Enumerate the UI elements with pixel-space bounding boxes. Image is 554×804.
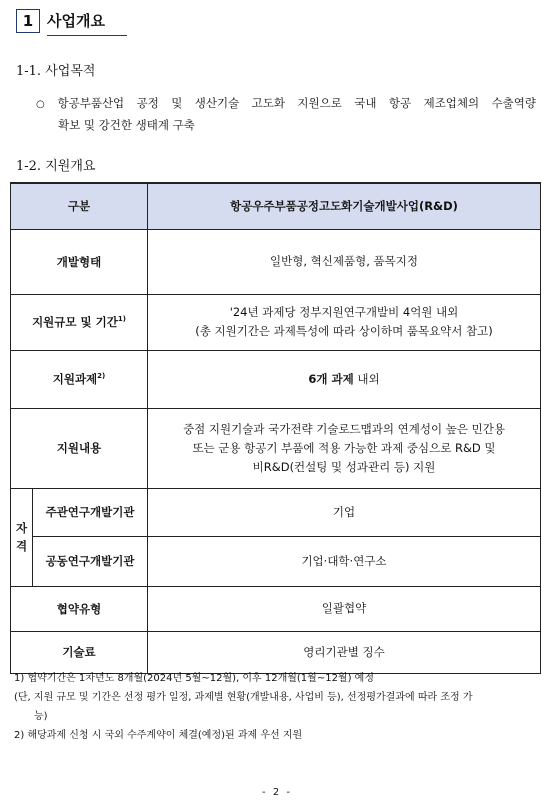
tasks-value-bold: 6개 과제 <box>308 371 354 386</box>
purpose-line-1-text: 항공부품산업 공정 및 생산기술 고도화 지원으로 국내 항공 제조업체의 수출역량 <box>57 96 536 110</box>
page-number: - 2 - <box>262 787 292 798</box>
agreement-label: 협약유형 <box>11 586 148 631</box>
agreement-value: 일괄협약 <box>148 586 541 631</box>
purpose-heading: 1-1. 사업목적 <box>16 64 96 79</box>
scale-footnote-ref: 1) <box>117 315 126 324</box>
scale-line-1: '24년 과제당 정부지원연구개발비 4억원 내외 <box>229 305 459 319</box>
qualification-cell <box>11 488 33 586</box>
overview-heading: 1-2. 지원개요 <box>16 159 96 174</box>
footnote-2: 2) 해당과제 신청 시 국외 수주계약이 체결(예정)된 과제 우선 지원 <box>14 730 303 741</box>
tasks-label: 지원과제 <box>52 372 98 386</box>
joint-org-value: 기업·대학·연구소 <box>148 536 541 586</box>
table-row-lead-org <box>11 488 541 536</box>
bullet-circle-icon: ○ <box>36 99 54 110</box>
section-number-box: 1 <box>16 9 40 33</box>
footnote-1: 1) 협약기간은 1차년도 8개월(2024년 5월~12월), 이후 12개월(1월~12월) 예정 <box>14 673 374 684</box>
tasks-footnote-ref: 2) <box>97 372 106 381</box>
table-row-fee <box>11 631 541 673</box>
purpose-paragraph <box>36 93 536 136</box>
content-label: 지원내용 <box>11 408 148 488</box>
joint-org-label: 공동연구개발기관 <box>33 536 148 586</box>
table-row-agreement <box>11 586 541 631</box>
fee-value: 영리기관별 징수 <box>148 631 541 673</box>
footnote-1-note-line-2: 능) <box>34 711 48 722</box>
section-header <box>16 8 127 34</box>
purpose-line-1 <box>36 93 536 115</box>
lead-org-value: 기업 <box>148 488 541 536</box>
support-overview-table <box>10 182 541 674</box>
footnotes <box>14 669 534 745</box>
content-line-2: 또는 군용 항공기 부품에 적용 가능한 과제 중심으로 R&D 및 <box>192 440 496 455</box>
table-row-dev-type <box>11 229 541 294</box>
table-row-tasks <box>11 350 541 408</box>
content-line-3: 비R&D(컨설팅 및 성과관리 등) 지원 <box>252 459 436 474</box>
table-row-scale <box>11 294 541 350</box>
scale-value-cell <box>148 294 541 350</box>
scale-label-cell <box>11 294 148 350</box>
tasks-value-cell <box>148 350 541 408</box>
qualification-char-2: 격 <box>15 539 28 553</box>
content-line-1: 중점 지원기술과 국가전략 기술로드맵과의 연계성이 높은 민간용 <box>183 421 505 436</box>
header-label-cell: 구분 <box>11 183 148 229</box>
footnote-1-note-line-1: (단, 지원 규모 및 기간은 선정 평가 일정, 과제별 현황(개발내용, 사업비 등), 선정평가결과에 따라 조정 가 <box>14 692 473 703</box>
header-value-cell: 항공우주부품공정고도화기술개발사업(R&D) <box>148 183 541 229</box>
tasks-value-rest: 내외 <box>353 371 380 386</box>
tasks-label-cell <box>11 350 148 408</box>
section-title: 사업개요 <box>47 10 127 36</box>
lead-org-label: 주관연구개발기관 <box>33 488 148 536</box>
dev-type-label: 개발형태 <box>11 229 148 294</box>
scale-line-2: (총 지원기간은 과제특성에 따라 상이하며 품목요약서 참고) <box>195 324 493 338</box>
dev-type-value: 일반형, 혁신제품형, 품목지정 <box>148 229 541 294</box>
table-row-header <box>11 183 541 229</box>
content-value-cell <box>148 408 541 488</box>
purpose-line-2: 확보 및 강건한 생태계 구축 <box>58 118 195 132</box>
table-row-content <box>11 408 541 488</box>
table-row-joint-org <box>11 536 541 586</box>
qualification-char-1: 자 <box>15 521 28 535</box>
scale-label: 지원규모 및 기간 <box>32 315 118 329</box>
fee-label: 기술료 <box>11 631 148 673</box>
